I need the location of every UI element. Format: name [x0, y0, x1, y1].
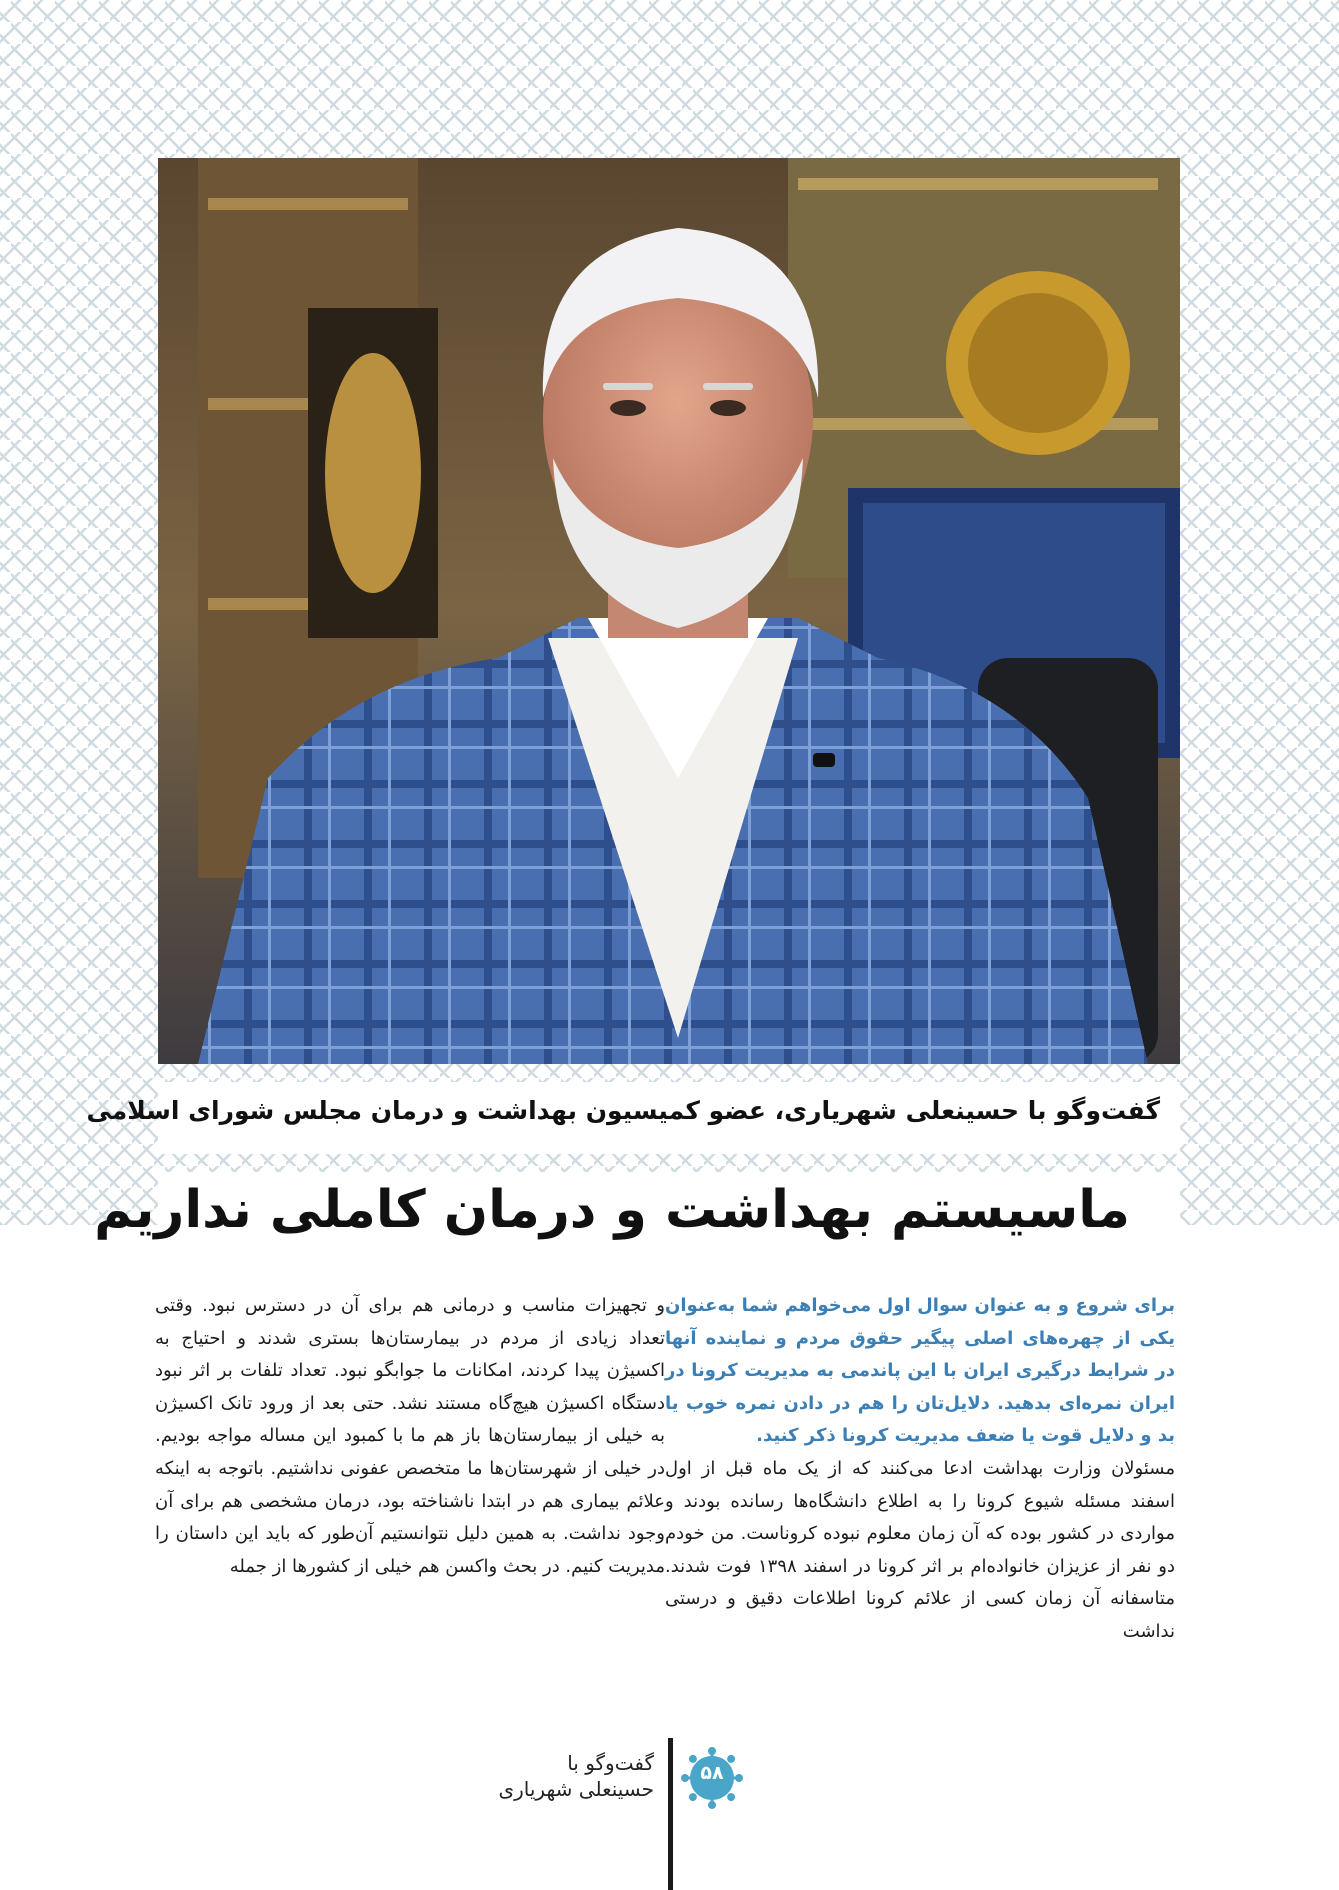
column-right	[665, 1290, 1175, 1649]
running-head	[420, 1750, 654, 1802]
portrait-photo	[158, 158, 1180, 1064]
footer-divider	[668, 1738, 673, 1890]
running-head-line2: حسینعلی شهریاری	[498, 1777, 654, 1801]
column-left	[155, 1290, 665, 1583]
running-head-line1: گفت‌وگو با	[567, 1751, 654, 1775]
headline: ماسیستم بهداشت و درمان کاملی نداریم	[94, 1180, 1130, 1240]
answer-paragraph-right: مسئولان وزارت بهداشت ادعا می‌کنند که از یک ماه قبل از اول اسفند مسئله شیوع کرونا را به اطلاع دانشگاه‌ها رسانده بودند و مواردی در کشور بوده که آن زمان معلوم نبوده کروناست. من خودم دو نفر از عزیزان خانواده‌ام بر اثر کرونا در اسفند ۱۳۹۸ فوت شدند. متاسفانه آن زمان کسی از علائم کرونا اطلاعات دقیق و درستی نداشت	[665, 1457, 1175, 1642]
page-number: ۵۸	[700, 1762, 724, 1784]
portrait-illustration	[158, 158, 1180, 1064]
subtitle: گفت‌وگو با حسینعلی شهریاری، عضو کمیسیون بهداشت و درمان مجلس شورای اسلامی	[86, 1096, 1160, 1125]
interview-question: برای شروع و به عنوان سوال اول می‌خواهم شما به‌عنوان یکی از چهره‌های اصلی پیگیر حقوق مردم و نماینده آنها در شرایط درگیری ایران با این پاندمی به مدیریت کرونا در ایران نمره‌ای بدهید. دلایل‌تان را هم در دادن نمره خوب یا بد و دلایل قوت یا ضعف مدیریت کرونا ذکر کنید.	[665, 1295, 1175, 1447]
answer-paragraph-left: و تجهیزات مناسب و درمانی هم برای آن در دسترس نبود. وقتی تعداد زیادی از مردم در بیمارستان‌ها بستری شدند و احتیاج به اکسیژن پیدا کردند، امکانات ما جوابگو نبود. تعداد تلفات بر اثر نبود دستگاه اکسیژن هیچ‌گاه مستند نشد. حتی بعد از ورود تانک اکسیژن به خیلی از بیمارستان‌ها باز هم ما با کمبود این مساله مواجه بودیم. در خیلی از شهرستان‌ها ما متخصص عفونی نداشتیم. باتوجه به اینکه علائم بیماری هم در ابتدا ناشناخته بود، درمان مشخصی هم برای آن وجود نداشت. به همین دلیل نتوانستیم آن‌طور که باید این داستان را مدیریت کنیم. در بحث واکسن هم خیلی از کشورها از جمله	[155, 1295, 665, 1577]
